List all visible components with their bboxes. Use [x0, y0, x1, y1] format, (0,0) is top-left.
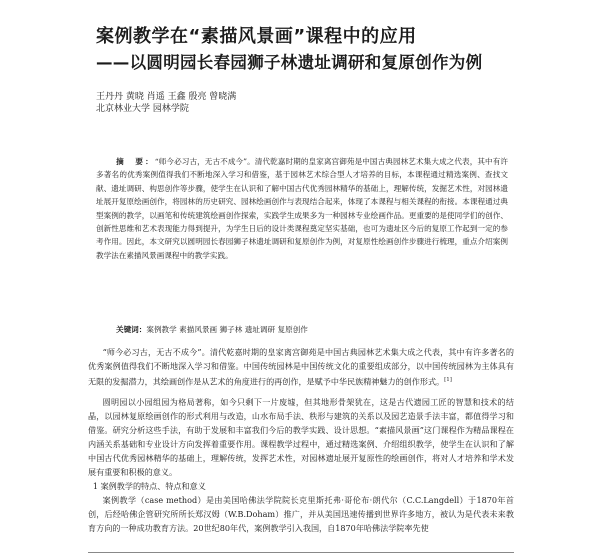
keywords-text: 案例教学 素描风景画 狮子林 遗址调研 复原创作: [146, 325, 308, 334]
affiliation: 北京林业大学 园林学院: [96, 104, 189, 114]
section-heading: 1 案例教学的特点、特点和意义: [92, 480, 206, 491]
paragraph-1: “师今必习古，无古不成今”。清代乾嘉时期的皇家离宫御苑是中国古典园林艺术集大成之代表，其中有许多著名的优秀案例值得我们不断地深入学习和借鉴。中国传统园林是中国传统文化的重要组成部分，以中国传统园林为主体具有无限的发掘潜力，其绘画创作是从艺术的角度进行的再创作，是赋予中华民族精神魅力的创作形式。: [88, 347, 514, 387]
body-text: [88, 346, 514, 542]
abstract: [96, 155, 508, 262]
abstract-text: “师今必习古，无古不成今”。清代乾嘉时期的皇家离宫御苑是中国古典园林艺术集大成之代表，其中有许多著名的优秀案例值得我们不断地深入学习和借鉴，基于园林艺术综合型人才培养的目标，本课程通过精选案例、查找文献、遗址调研、构思创作等步骤，使学生在认识和了解中国古代优秀园林精华的基础上，理解传统，发掘艺术性，对园林遗址展开复原绘画创作，将园林的历史研究、园林绘画创作与表现结合起来，体现了本课程与相关课程的衔接。本课程通过典型案例的教学，以画笔和传统建筑绘画创作探索，实践学生成果多为一种园林专业绘画作品。更重要的是使同学们的创作、创新性思维和艺术表现能力得到提升，为学生日后的设计类课程奠定坚实基础，也可为遗址区今后的复原工作起到一定的参考作用。因此，本文研究以圆明园长春园狮子林遗址调研和复原创作为例，对复原性绘画创作步骤进行梳理，重点介绍案例教学法在素描风景画课程中的教学实践。: [96, 157, 508, 260]
author-list: 王丹丹 黄晓 肖遥 王鑫 殷亮 曾晓满: [96, 92, 237, 102]
footnote-rule: [88, 552, 514, 553]
keywords-label: 关键词：: [116, 325, 147, 334]
abstract-label: 摘 要：: [116, 157, 155, 166]
keywords: [116, 324, 308, 335]
paragraph-3: 案例教学（case method）是由美国哈佛法学院院长克里斯托弗·哥伦布·朗代尔（C.C.Langdell）于1870年首创，后经哈佛企管研究所所长郑汉姆（W.B.Doham）推广，并从美国迅速传播到世界许多地方，被认为是代表未来教育方向的一种成功教育方法。20世纪80年代，案例教学引入我国，自1870年哈佛法学院率先使: [88, 494, 514, 533]
paragraph-2: 圆明园以小园组园为格局著称，如今只剩下一片废墟，但其地形骨架犹在，这是古代遗园工匠的智慧和技术的结晶，以园林复原绘画创作的形式利用与改造，山水布局手法、秩形与建筑的关系以及园艺造景手法丰富，都值得学习和借鉴。研究分析这些手法，有助于发展和丰富我们今后的教学实践、设计思想。“素描风景画”这门课程作为精品课程在内涵关系基础和专业设计方向发挥着重要作用。课程教学过程中，通过精选案例、介绍组织教学，使学生在认识和了解中国古代优秀园林精华的基础上，理解传统，发挥艺术性，对园林遗址展开复原性的绘画创作，将对人才培养和学术发展有重要和积极的意义。: [88, 397, 514, 477]
citation-ref: [1]: [444, 376, 452, 383]
body-paragraph: [88, 346, 514, 389]
paper-title: 案例教学在“素描风景画”课程中的应用: [96, 26, 417, 47]
paper-subtitle: ——以圆明园长春园狮子林遗址调研和复原创作为例: [96, 53, 483, 72]
